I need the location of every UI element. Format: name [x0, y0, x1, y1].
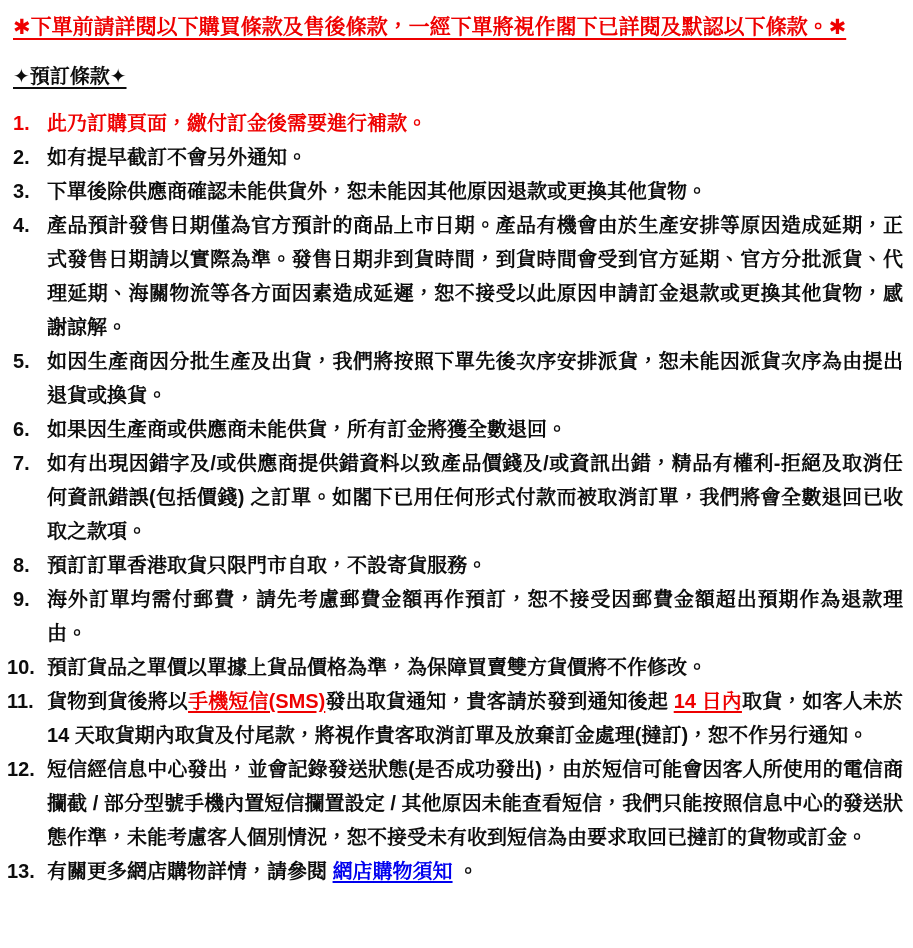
term-text [47, 107, 907, 141]
term-text [47, 753, 907, 855]
text-run: 此乃訂購頁面，繳付訂金後需要進行補款。 [47, 113, 427, 135]
pickup-deadline-highlight: 14 日內 [673, 691, 742, 713]
term-text [47, 141, 907, 175]
term-number: 12. [7, 759, 35, 781]
text-run: 預訂貨品之單價以單據上貨品價格為準，為保障買賣雙方貨價將不作修改。 [47, 657, 707, 679]
term-text [47, 855, 907, 889]
sms-notice-highlight: 手機短信(SMS) [188, 691, 326, 713]
term-text [47, 447, 907, 549]
term-item-1 [0, 107, 907, 141]
term-number: 2. [13, 147, 30, 169]
text-run: 如果因生產商或供應商未能供貨，所有訂金將獲全數退回。 [47, 419, 567, 441]
text-run: 下單後除供應商確認未能供貨外，恕未能因其他原因退款或更換其他貨物。 [47, 181, 707, 203]
term-text [47, 685, 907, 753]
term-number: 1. [13, 113, 30, 135]
term-item-13 [0, 855, 907, 889]
term-item-10 [0, 651, 907, 685]
term-text [47, 175, 907, 209]
term-number: 9. [13, 589, 30, 611]
term-number: 11. [7, 691, 34, 713]
term-item-7 [0, 447, 907, 549]
term-text [47, 209, 907, 345]
text-run: 取貨，如客人未於 14 天取貨期內取貨及付尾款，將視作貴客取消訂單及放棄訂金處理(撻訂)，恕不作另行通知。 [47, 691, 903, 747]
term-text [47, 549, 907, 583]
text-run: 如有出現因錯字及/或供應商提供錯資料以致產品價錢及/或資訊出錯，精品有權利-拒絕及取消任何資訊錯誤(包括價錢) 之訂單。如閣下已用任何形式付款而被取消訂單，我們將會全數退回已收取之款項。 [47, 453, 903, 543]
term-item-8 [0, 549, 907, 583]
term-number: 5. [13, 351, 30, 373]
text-run: 有關更多網店購物詳情，請參閱 [47, 861, 333, 883]
term-number: 8. [13, 555, 30, 577]
term-text [47, 651, 907, 685]
text-run: 產品預計發售日期僅為官方預計的商品上市日期。產品有機會由於生產安排等原因造成延期，正式發售日期請以實際為準。發售日期非到貨時間，到貨時間會受到官方延期、官方分批派貨、代理延期、海關物流等各方面因素造成延遲，恕不接受以此原因申請訂金退款或更換其他貨物，感謝諒解。 [47, 215, 903, 339]
term-item-3 [0, 175, 907, 209]
terms-list [0, 107, 907, 889]
text-run: 預訂訂單香港取貨只限門市自取，不設寄貨服務。 [47, 555, 487, 577]
text-run: 海外訂單均需付郵費，請先考慮郵費金額再作預訂，恕不接受因郵費金額超出預期作為退款理由。 [47, 589, 903, 645]
text-run: 如因生產商因分批生產及出貨，我們將按照下單先後次序安排派貨，恕未能因派貨次序為由提出退貨或換貨。 [47, 351, 903, 407]
term-number: 3. [13, 181, 30, 203]
term-text [47, 413, 907, 447]
term-number: 13. [7, 861, 35, 883]
term-text [47, 345, 907, 413]
term-number: 6. [13, 419, 30, 441]
purchase-notice-banner: ✱下單前請詳閱以下購買條款及售後條款，一經下單將視作閣下已詳閱及默認以下條款。✱ [13, 16, 847, 39]
term-number: 10. [7, 657, 35, 679]
term-number: 4. [13, 215, 30, 237]
text-run: 發出取貨通知，貴客請於發到通知後起 [325, 691, 674, 713]
store-shopping-guide-link[interactable]: 網店購物須知 [332, 861, 453, 883]
term-item-5 [0, 345, 907, 413]
text-run: 如有提早截訂不會另外通知。 [47, 147, 307, 169]
term-item-12 [0, 753, 907, 855]
term-number: 7. [13, 453, 30, 475]
term-text [47, 583, 907, 651]
term-item-2 [0, 141, 907, 175]
term-item-11 [0, 685, 907, 753]
text-run: 貨物到貨後將以 [47, 691, 189, 713]
term-item-6 [0, 413, 907, 447]
text-run: 短信經信息中心發出，並會記錄發送狀態(是否成功發出)，由於短信可能會因客人所使用的電信商攔截 / 部分型號手機內置短信攔置設定 / 其他原因未能查看短信，我們只能按照信息中心的發送狀態作準，未能考慮客人個別情況，恕不接受未有收到短信為由要求取回已撻訂的貨物或訂金。 [47, 759, 903, 849]
section-title-preorder-terms: ✦預訂條款✦ [13, 66, 127, 88]
term-item-4 [0, 209, 907, 345]
term-item-9 [0, 583, 907, 651]
text-run: 。 [452, 861, 479, 883]
